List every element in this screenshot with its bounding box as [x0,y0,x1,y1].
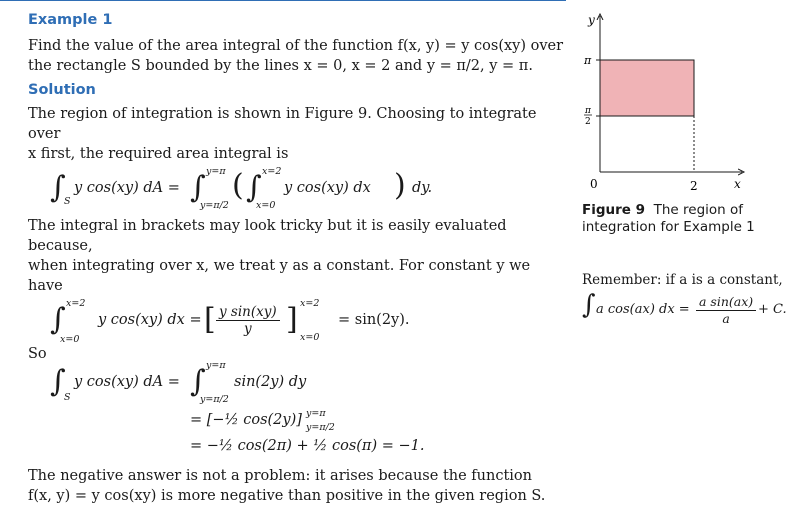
figure-caption [582,202,797,236]
x-axis-label: x [734,177,741,191]
eq1-integrand: y cos(xy) dA = [74,180,180,196]
remember-note [582,272,797,334]
region-rectangle [600,60,694,116]
eq1-tail: dy. [412,180,433,196]
solution-p2-line-2: when integrating over x, we treat y as a constant. For constant y we have [28,258,531,294]
problem-line-2: the rectangle S bounded by the lines x = 0, x = 2 and y = π/2, y = π. [28,58,533,74]
limit-x-lower: x=0 [300,332,320,343]
eq4-text: = [−½ cos(2y)] [190,412,302,428]
limit-y-upper: y=π [306,408,326,419]
main-column [28,8,568,506]
eq3-right: sin(2y) dy [234,374,307,390]
y-tick-mid-num: π [585,106,591,116]
caption-line-1 [582,202,797,219]
remember-formula [582,290,797,334]
limit-x-upper: x=2 [66,298,86,309]
top-rule [0,0,566,1]
example-heading: Example 1 [28,12,113,28]
x-tick-label: 2 [690,179,698,193]
right-paren: ) [394,168,406,203]
integral-sign: ∫ [190,170,206,205]
integral-sign: ∫ [190,364,206,399]
equation-3 [50,360,568,408]
caption-text-2: integration for Example 1 [582,219,755,235]
problem-line-1: Find the value of the area integral of the function f(x, y) = y cos(xy) over [28,38,564,54]
limit-y-lower: y=π/2 [200,394,229,405]
limit-x-lower: x=0 [256,200,276,211]
eq2-right: = sin(2y). [338,312,410,328]
limit-S: S [64,392,71,403]
integral-sign: ∫ [50,364,66,399]
integral-sign: ∫ [50,170,66,205]
origin-label: 0 [590,177,598,191]
integral-sign: ∫ [246,170,262,205]
solution-heading: Solution [28,82,96,98]
solution-p1-line-1: The region of integration is shown in Figure 9. Choosing to integrate over [28,106,537,142]
left-bracket: [ [204,302,216,337]
caption-label: Figure 9 [582,202,646,218]
eq1-inner-integrand: y cos(xy) dx [284,180,371,196]
integral-sign: ∫ [50,302,66,337]
solution-paragraph-1 [28,104,568,164]
equation-5 [190,436,568,462]
solution-paragraph-2 [28,216,568,296]
limit-y-lower: y=π/2 [200,200,229,211]
limit-x-upper: x=2 [300,298,320,309]
solution-p2-line-1: The integral in brackets may look tricky but it is easily evaluated because, [28,218,507,254]
problem-text [28,36,568,76]
eq3-left: y cos(xy) dA = [74,374,180,390]
y-axis-label: y [588,13,595,27]
remember-frac-den: a [722,311,730,326]
equation-2 [50,298,568,348]
eq2-left: y cos(xy) dx = [98,312,202,328]
equation-1 [50,166,568,212]
limit-x-upper: x=2 [262,166,282,177]
region-figure [582,10,792,200]
y-tick-mid-den: 2 [585,117,591,127]
limit-x-lower: x=0 [60,334,80,345]
left-paren: ( [232,168,244,203]
caption-text-1: The region of [653,202,744,218]
limit-y-lower: y=π/2 [306,422,335,433]
limit-S: S [64,196,71,207]
eq5-text: = −½ cos(2π) + ½ cos(π) = −1. [190,438,425,454]
eq2-frac-num: y sin(xy) [216,304,280,321]
solution-p3-line-2: f(x, y) = y cos(xy) is more negative than positive in the given region S. [28,488,546,504]
solution-p1-line-2: x first, the required area integral is [28,146,289,162]
y-tick-top-label: π [584,54,592,67]
equation-4 [190,408,568,434]
so-text: So [28,346,47,362]
eq2-frac-den: y [244,321,252,337]
solution-paragraph-3 [28,466,568,506]
right-bracket: ] [286,302,298,337]
remember-line-1: Remember: if a is a constant, [582,272,783,288]
solution-p3-line-1: The negative answer is not a problem: it arises because the function [28,468,532,484]
eq2-fraction [216,304,280,337]
integral-sign: ∫ [582,290,596,320]
remember-fraction [696,294,756,327]
remember-left: a cos(ax) dx = [596,302,690,317]
limit-y-upper: y=π [206,360,226,371]
remember-tail: + C. [758,302,787,317]
remember-frac-num: a sin(ax) [696,294,756,311]
limit-y-upper: y=π [206,166,226,177]
